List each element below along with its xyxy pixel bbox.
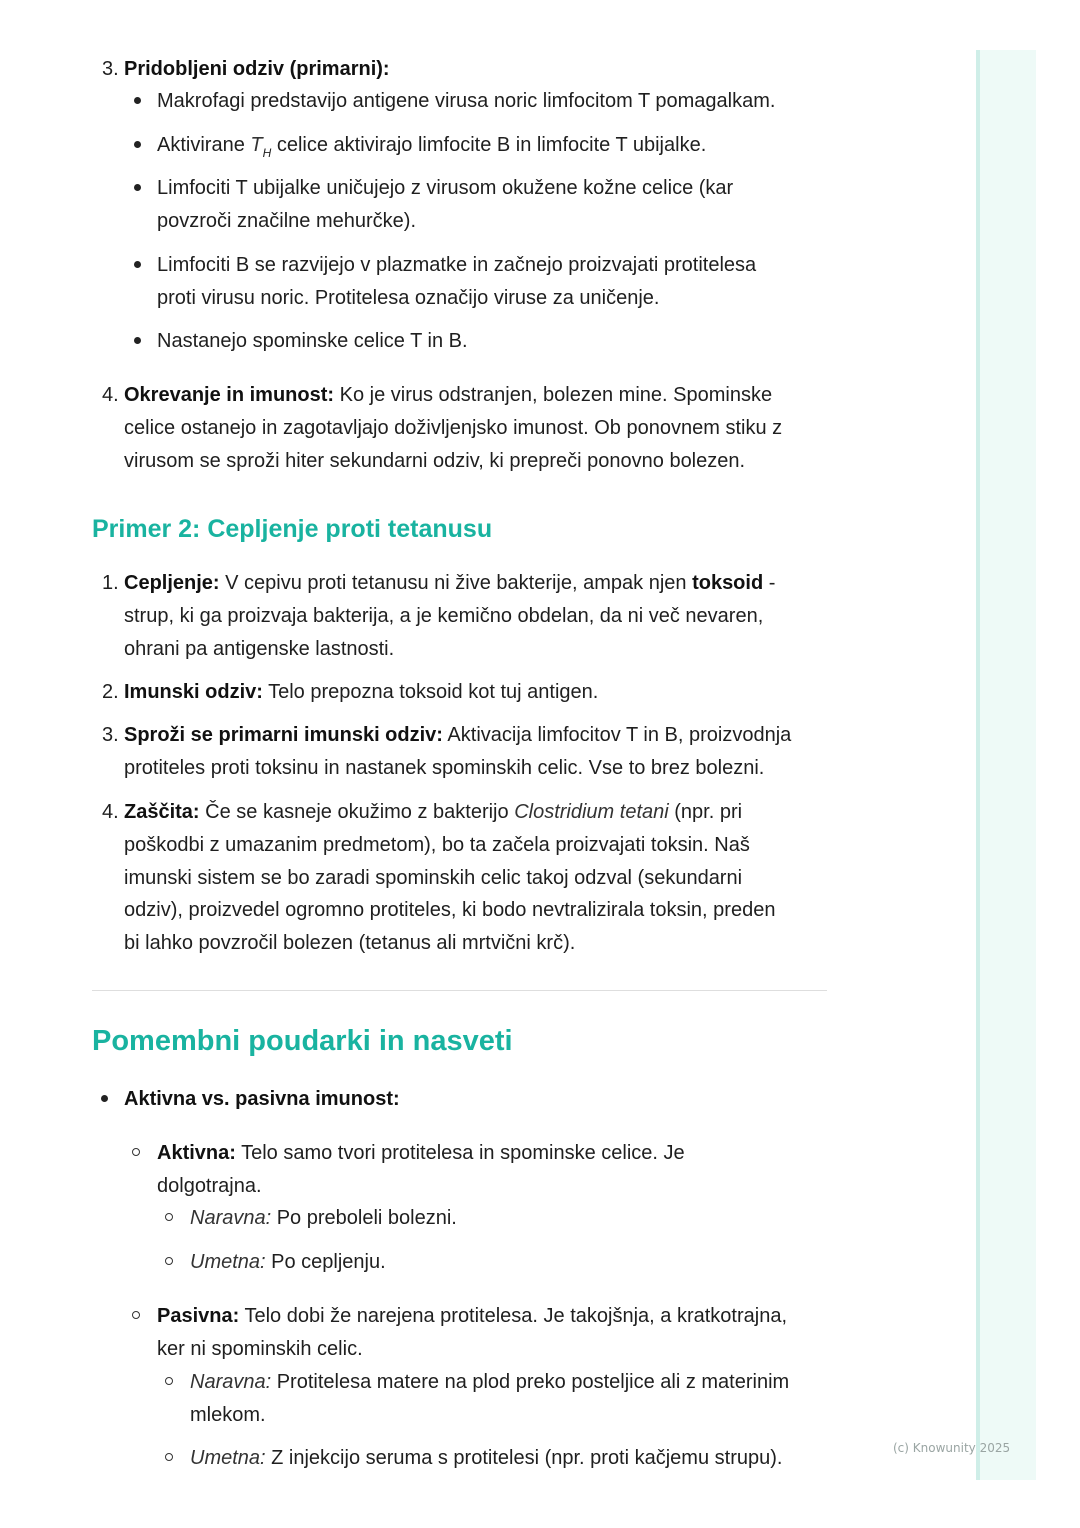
list-item-continuation: mlekom.	[190, 1404, 266, 1426]
list-item: Aktivna vs. pasivna imunost:	[124, 1088, 400, 1110]
list-item: Naravna: Po preboleli bolezni.	[190, 1207, 457, 1229]
list-item-continuation: dolgotrajna.	[157, 1175, 262, 1197]
bullet-dot	[134, 337, 141, 344]
list-item: Sproži se primarni imunski odziv: Aktivacija limfocitov T in B, proizvodnja	[124, 724, 792, 746]
section-heading: Pomembni poudarki in nasveti	[92, 1025, 513, 1057]
bullet-dot	[101, 1095, 108, 1102]
list-item: Aktivna: Telo samo tvori protitelesa in spominske celice. Je	[157, 1142, 685, 1164]
bullet-ring	[165, 1257, 173, 1265]
bullet-ring	[165, 1377, 173, 1385]
list-item: Cepljenje: V cepivu proti tetanusu ni žive bakterije, ampak njen toksoid -	[124, 572, 776, 594]
list-item-continuation: strup, ki ga proizvaja bakterija, a je kemično obdelan, da ni več nevaren,	[124, 605, 764, 627]
list-item-continuation: imunski sistem se bo zaradi spominskih celic takoj odzval (sekundarni	[124, 867, 743, 889]
section4-line: celice ostanejo in zagotavljajo doživljenjsko imunost. Ob ponovnem stiku z	[124, 417, 783, 439]
list-item-continuation: bi lahko povzročil bolezen (tetanus ali mrtvični krč).	[124, 932, 576, 954]
list-item-continuation: proti virusu noric. Protitelesa označijo viruse za uničenje.	[157, 287, 660, 309]
list-number: 3.	[102, 724, 119, 746]
list-number: 3.	[102, 58, 119, 80]
section4-line: Okrevanje in imunost: Ko je virus odstranjen, bolezen mine. Spominske	[124, 384, 773, 406]
bullet-dot	[134, 184, 141, 191]
list-number: 4.	[102, 384, 119, 406]
list-item: Umetna: Po cepljenju.	[190, 1251, 386, 1273]
section4-line: virusom se sproži hiter sekundarni odziv, ki prepreči ponovno bolezen.	[124, 450, 746, 472]
list-item: Zaščita: Če se kasneje okužimo z bakterijo Clostridium tetani (npr. pri	[124, 801, 743, 823]
list-item: Umetna: Z injekcijo seruma s protitelesi (npr. proti kačjemu strupu).	[190, 1447, 783, 1469]
section3-title: Pridobljeni odziv (primarni):	[124, 58, 390, 80]
divider	[92, 990, 827, 991]
copyright-note: (c) Knowunity 2025	[893, 1441, 1011, 1455]
list-item-continuation: odziv), proizvedel ogromno protiteles, ki bodo nevtralizirala toksin, preden	[124, 899, 776, 921]
bullet-ring	[132, 1148, 140, 1156]
list-item: Naravna: Protitelesa matere na plod preko posteljice ali z materinim	[190, 1371, 790, 1393]
list-item: Limfociti T ubijalke uničujejo z virusom okužene kožne celice (kar	[157, 177, 734, 199]
side-panel	[976, 50, 1036, 1480]
bullet-dot	[134, 261, 141, 268]
list-item-continuation: ker ni spominskih celic.	[157, 1338, 363, 1360]
list-item: Makrofagi predstavijo antigene virusa noric limfocitom T pomagalkam.	[157, 90, 776, 112]
list-item-continuation: povzroči značilne mehurčke).	[157, 210, 416, 232]
bullet-ring	[132, 1311, 140, 1319]
list-item: Aktivirane $T_H$ celice aktivirajo limfocite B in limfocite T ubijalke.	[157, 134, 707, 160]
section-heading: Primer 2: Cepljenje proti tetanusu	[92, 515, 493, 543]
bullet-ring	[165, 1213, 173, 1221]
list-item: Limfociti B se razvijejo v plazmatke in začnejo proizvajati protitelesa	[157, 254, 757, 276]
bullet-dot	[134, 141, 141, 148]
bullet-ring	[165, 1453, 173, 1461]
bullet-dot	[134, 97, 141, 104]
list-item-continuation: ohrani pa antigenske lastnosti.	[124, 638, 395, 660]
list-item: Imunski odziv: Telo prepozna toksoid kot tuj antigen.	[124, 681, 599, 703]
list-number: 1.	[102, 572, 119, 594]
list-number: 2.	[102, 681, 119, 703]
list-number: 4.	[102, 801, 119, 823]
list-item: Nastanejo spominske celice T in B.	[157, 330, 468, 352]
list-item: Pasivna: Telo dobi že narejena protitelesa. Je takojšnja, a kratkotrajna,	[157, 1305, 787, 1327]
list-item-continuation: poškodbi z umazanim predmetom), bo ta začela proizvajati toksin. Naš	[124, 834, 750, 856]
list-item-continuation: protiteles proti toksinu in nastanek spominskih celic. Vse to brez bolezni.	[124, 757, 765, 779]
